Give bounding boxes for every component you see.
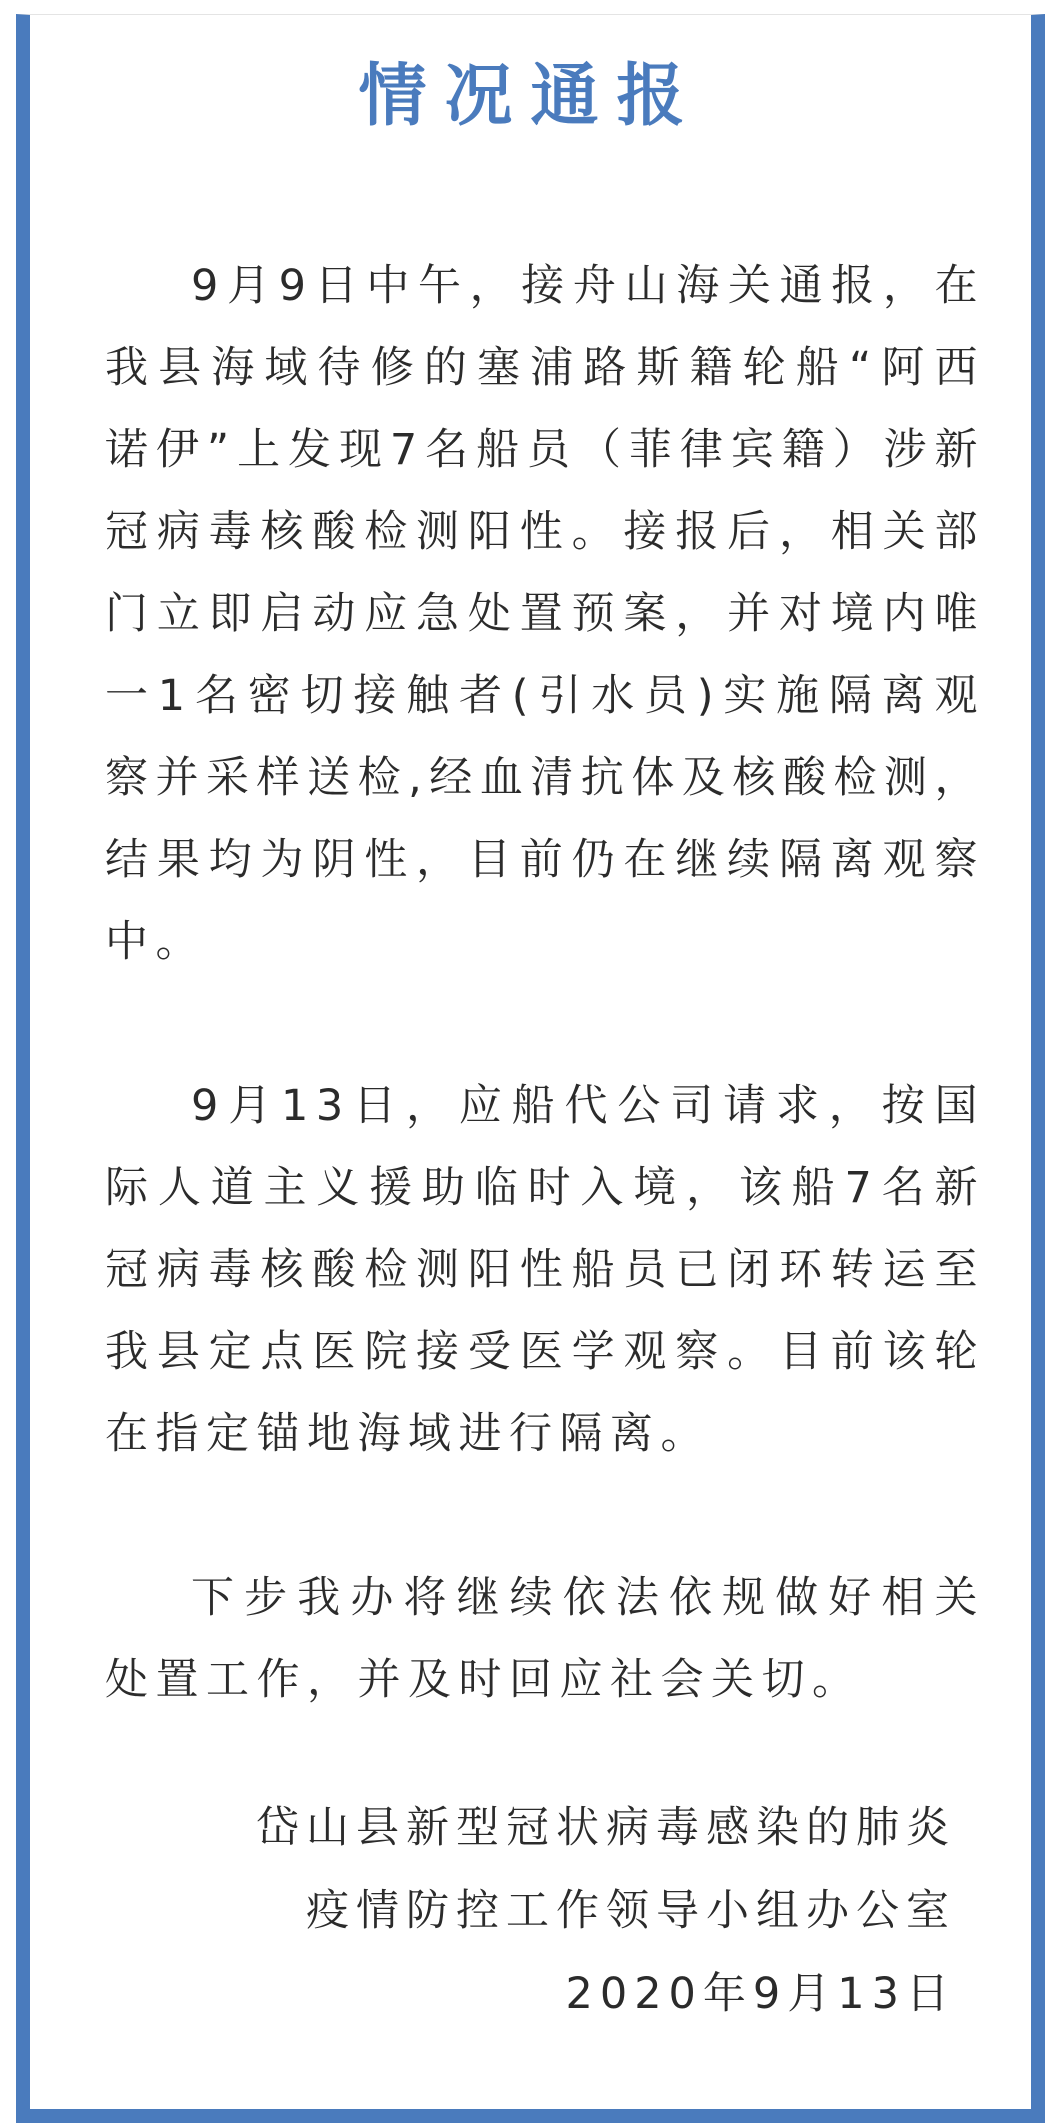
- signature-org-line1: 岱山县新型冠状病毒感染的肺炎: [256, 1803, 956, 1853]
- page-title: 情况通报: [358, 57, 703, 136]
- paragraph-1: 9月9日中午，接舟山海关通报，在我县海域待修的塞浦路斯籍轮船“阿西诺伊”上发现7名船员（菲律宾籍）涉新冠病毒核酸检测阳性。接报后，相关部门立即启动应急处置预案，并对境内唯一1名密切接触者(引水员)实施隔离观察并采样送检,经血清抗体及核酸检测，结果均为阴性，目前仍在继续隔离观察中。: [105, 261, 985, 967]
- notice-body: [105, 245, 985, 1803]
- signature-org-line2: 疫情防控工作领导小组办公室: [306, 1886, 956, 1936]
- paragraph-3: 下步我办将继续依法依规做好相关处置工作，并及时回应社会关切。: [105, 1573, 985, 1705]
- signature-date: 2020年9月13日: [565, 1969, 956, 2019]
- signature-block: [76, 1787, 956, 2036]
- notice-frame: [16, 14, 1045, 2123]
- paragraph-2: 9月13日，应船代公司请求，按国际人道主义援助临时入境，该船7名新冠病毒核酸检测阳性船员已闭环转运至我县定点医院接受医学观察。目前该轮在指定锚地海域进行隔离。: [105, 1081, 985, 1459]
